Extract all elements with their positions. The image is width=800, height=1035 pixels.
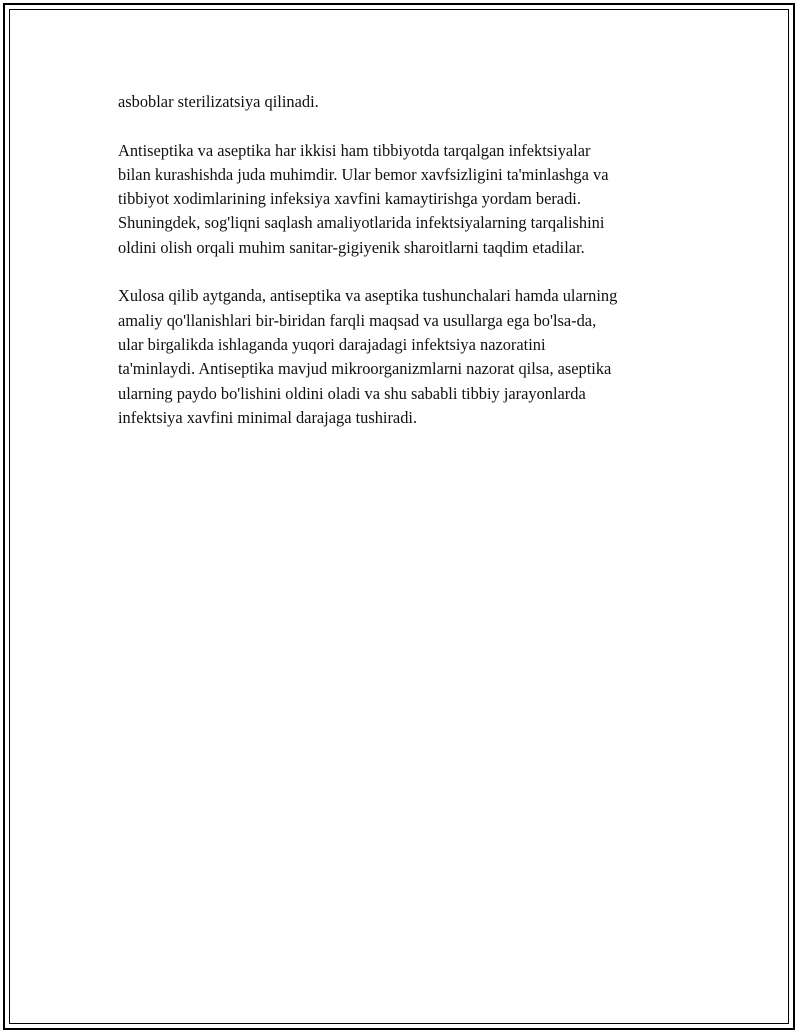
paragraph-importance: Antiseptika va aseptika har ikkisi ham tibbiyotda tarqalgan infektsiyalar bilan kurashishda juda muhimdir. Ular bemor xavfsizligini ta'minlashga va tibbiyot xodimlarining infeksiya xavfini kamaytirishga yordam beradi. Shuningdek, sog'liqni saqlash amaliyotlarida infektsiyalarning tarqalishini oldini olish orqali muhim sanitar-gigiyenik sharoitlarni taqdim etadilar. — [118, 140, 609, 257]
paragraph-continuation: asboblar sterilizatsiya qilinadi. — [118, 92, 319, 111]
paragraph-conclusion: Xulosa qilib aytganda, antiseptika va aseptika tushunchalari hamda ularning amaliy qo'llanishlari bir-biridan farqli maqsad va usullarga ega bo'lsa-da, ular birgalikda ishlaganda yuqori darajadagi infektsiya nazoratini ta'minlaydi. Antiseptika mavjud mikroorganizmlarni nazorat qilsa, aseptika ularning paydo bo'lishini oldini oladi va shu sababli tibbiy jarayonlarda infektsiya xavfini minimal darajaga tushiradi. — [118, 286, 618, 427]
document-body — [118, 90, 698, 430]
